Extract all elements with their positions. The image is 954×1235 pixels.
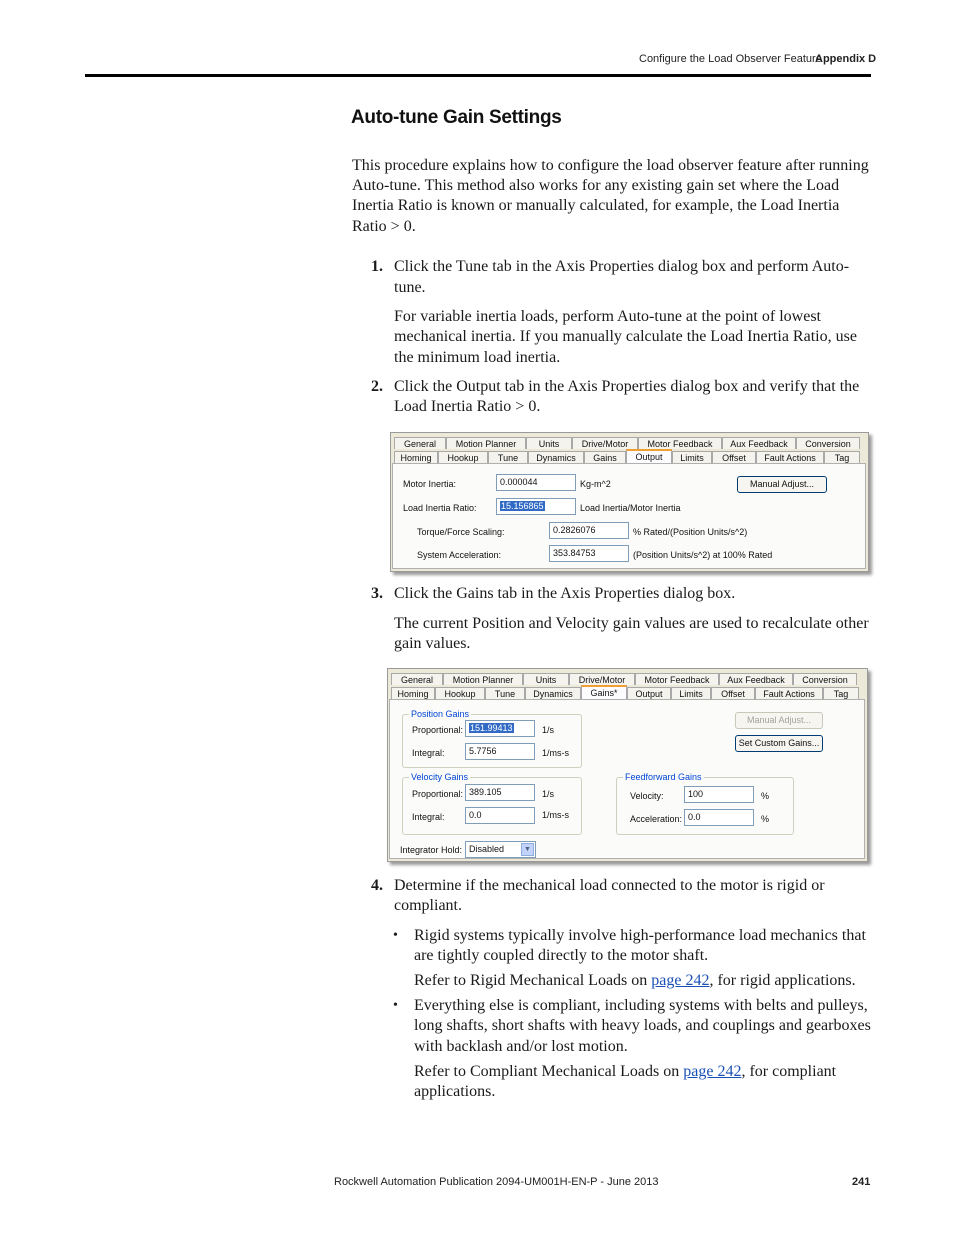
step-1-line-2: tune. — [394, 279, 426, 296]
tab-offset[interactable]: Offset — [711, 687, 755, 699]
system-acceleration-field[interactable]: 353.84753 — [549, 545, 629, 562]
velocity-proportional-field[interactable]: 389.105 — [465, 784, 535, 801]
bullet-2-reference — [414, 1062, 836, 1083]
tab-offset[interactable]: Offset — [712, 451, 756, 463]
tab-motor-feedback[interactable]: Motor Feedback — [635, 673, 719, 685]
position-proportional-label: Proportional: — [412, 725, 464, 735]
tab-tune[interactable]: Tune — [485, 687, 525, 699]
load-inertia-ratio-label: Load Inertia Ratio: — [403, 503, 477, 513]
bullet-icon: • — [393, 998, 398, 1013]
bullet-2-line-3: with backlash and/or lost motion. — [414, 1038, 628, 1055]
output-panel — [392, 463, 866, 569]
bullet-2-reference-line-2: applications. — [414, 1083, 496, 1100]
velocity-integral-field[interactable]: 0.0 — [465, 807, 535, 824]
velocity-proportional-label: Proportional: — [412, 789, 464, 799]
step-3-note-1: The current Position and Velocity gain values are used to recalculate other — [394, 615, 869, 632]
step-1-note-1: For variable inertia loads, perform Auto-tune at the point of lowest — [394, 308, 821, 325]
bullet-icon: • — [393, 928, 398, 943]
system-acceleration-label: System Acceleration: — [417, 550, 502, 560]
tab-gains[interactable]: Gains* — [581, 685, 627, 700]
step-2-line-2: Load Inertia Ratio > 0. — [394, 398, 541, 415]
tab-output[interactable]: Output — [627, 687, 671, 699]
feedforward-acceleration-unit: % — [761, 814, 770, 824]
step-2-number: 2. — [371, 378, 383, 395]
gains-panel — [389, 699, 865, 859]
position-proportional-unit: 1/s — [542, 725, 555, 735]
velocity-proportional-unit: 1/s — [542, 789, 555, 799]
position-proportional-value: 151.99413 — [470, 723, 513, 733]
set-custom-gains-button[interactable]: Set Custom Gains... — [735, 735, 823, 752]
tab-homing[interactable]: Homing — [391, 687, 435, 699]
step-2-line-1: Click the Output tab in the Axis Properties dialog box and verify that the — [394, 378, 860, 395]
integrator-hold-label: Integrator Hold: — [400, 845, 463, 855]
tab-homing[interactable]: Homing — [394, 451, 438, 463]
intro-line-1: This procedure explains how to configure the load observer feature after running — [352, 157, 869, 174]
feedforward-acceleration-field[interactable]: 0.0 — [684, 809, 754, 826]
tab-gains[interactable]: Gains — [584, 451, 626, 463]
bullet-1-ref-suffix: , for rigid applications. — [709, 972, 856, 989]
tab-tag[interactable]: Tag — [823, 687, 859, 699]
page-242-link-compliant[interactable]: page 242 — [683, 1063, 742, 1080]
torque-force-scaling-label: Torque/Force Scaling: — [417, 527, 505, 537]
position-gains-title: Position Gains — [411, 709, 470, 719]
tab-motion-planner[interactable]: Motion Planner — [446, 437, 526, 449]
motor-inertia-label: Motor Inertia: — [403, 479, 457, 489]
intro-line-2: Auto-tune. This method also works for any existing gain set where the Load — [352, 177, 840, 194]
section-title: Auto-tune Gain Settings — [351, 107, 562, 128]
position-proportional-field[interactable] — [465, 720, 535, 737]
velocity-integral-unit: 1/ms-s — [542, 810, 569, 820]
system-acceleration-unit: (Position Units/s^2) at 100% Rated — [633, 550, 773, 560]
position-integral-label: Integral: — [412, 748, 445, 758]
tab-motion-planner[interactable]: Motion Planner — [443, 673, 523, 685]
tab-hookup[interactable]: Hookup — [435, 687, 485, 699]
load-inertia-ratio-value: 15.156865 — [501, 501, 544, 511]
tab-drive-motor[interactable]: Drive/Motor — [572, 437, 638, 449]
tab-dynamics[interactable]: Dynamics — [528, 451, 584, 463]
intro-line-3: Inertia Ratio is known or manually calculated, for example, the Load Inertia — [352, 197, 840, 214]
tab-drive-motor[interactable]: Drive/Motor — [569, 673, 635, 685]
page-number: 241 — [852, 1176, 871, 1188]
header-rule — [85, 74, 871, 77]
tab-aux-feedback[interactable]: Aux Feedback — [722, 437, 796, 449]
bullet-1-line-2: are tightly coupled directly to the motor shaft. — [414, 947, 709, 964]
footer-publication: Rockwell Automation Publication 2094-UM001H-EN-P - June 2013 — [334, 1176, 659, 1188]
tab-units[interactable]: Units — [526, 437, 572, 449]
axis-properties-gains-dialog — [387, 668, 868, 862]
tab-hookup[interactable]: Hookup — [438, 451, 488, 463]
step-1-line-1: Click the Tune tab in the Axis Properties dialog box and perform Auto- — [394, 258, 850, 275]
load-inertia-ratio-unit: Load Inertia/Motor Inertia — [580, 503, 681, 513]
tab-limits[interactable]: Limits — [671, 687, 711, 699]
tab-motor-feedback[interactable]: Motor Feedback — [638, 437, 722, 449]
bullet-1-line-1: Rigid systems typically involve high-performance load mechanics that — [414, 927, 866, 944]
tab-units[interactable]: Units — [523, 673, 569, 685]
step-3-note-2: gain values. — [394, 635, 471, 652]
step-3-line-1: Click the Gains tab in the Axis Properties dialog box. — [394, 585, 736, 602]
running-header-appendix: Appendix D — [815, 53, 877, 65]
feedforward-acceleration-label: Acceleration: — [630, 814, 683, 824]
feedforward-velocity-label: Velocity: — [630, 791, 664, 801]
feedforward-velocity-unit: % — [761, 791, 770, 801]
feedforward-gains-title: Feedforward Gains — [625, 772, 702, 782]
tab-limits[interactable]: Limits — [672, 451, 712, 463]
torque-force-scaling-unit: % Rated/(Position Units/s^2) — [633, 527, 748, 537]
chevron-down-icon[interactable]: ▼ — [521, 843, 534, 856]
tab-conversion[interactable]: Conversion — [796, 437, 860, 449]
integrator-hold-select[interactable] — [465, 841, 536, 858]
tab-general[interactable]: General — [394, 437, 446, 449]
velocity-integral-label: Integral: — [412, 812, 445, 822]
position-integral-field[interactable]: 5.7756 — [465, 743, 535, 760]
bullet-1-reference — [414, 971, 856, 992]
feedforward-velocity-field[interactable]: 100 — [684, 786, 754, 803]
axis-properties-output-dialog — [390, 432, 869, 572]
bullet-2-line-2: long shafts, short shafts with heavy loads, and couplings and gearboxes — [414, 1017, 871, 1034]
tab-output[interactable]: Output — [626, 449, 672, 464]
tab-dynamics[interactable]: Dynamics — [525, 687, 581, 699]
tab-general[interactable]: General — [391, 673, 443, 685]
manual-adjust-button[interactable]: Manual Adjust... — [735, 712, 823, 729]
intro-line-4: Ratio > 0. — [352, 218, 416, 235]
load-inertia-ratio-field[interactable] — [496, 498, 576, 515]
tab-tag[interactable]: Tag — [824, 451, 860, 463]
step-3-number: 3. — [371, 585, 383, 602]
step-4-line-2: compliant. — [394, 897, 462, 914]
step-1-number: 1. — [371, 258, 383, 275]
step-1-note-2: mechanical inertia. If you manually calculate the Load Inertia Ratio, use — [394, 328, 857, 345]
bullet-2-ref-prefix: Refer to Compliant Mechanical Loads on — [414, 1063, 680, 1080]
step-1-note-3: the minimum load inertia. — [394, 349, 561, 366]
position-integral-unit: 1/ms-s — [542, 748, 569, 758]
page-242-link-rigid[interactable]: page 242 — [651, 972, 710, 989]
tab-fault-actions[interactable]: Fault Actions — [755, 687, 823, 699]
bullet-1-ref-prefix: Refer to Rigid Mechanical Loads on — [414, 972, 648, 989]
tab-aux-feedback[interactable]: Aux Feedback — [719, 673, 793, 685]
tab-fault-actions[interactable]: Fault Actions — [756, 451, 824, 463]
motor-inertia-unit: Kg-m^2 — [580, 479, 611, 489]
bullet-2-ref-suffix: , for compliant — [741, 1063, 837, 1080]
running-header-title: Configure the Load Observer Feature — [639, 53, 822, 65]
velocity-gains-title: Velocity Gains — [411, 772, 469, 782]
integrator-hold-value: Disabled — [469, 844, 505, 854]
step-4-number: 4. — [371, 877, 383, 894]
manual-adjust-button[interactable]: Manual Adjust... — [737, 476, 827, 493]
tab-conversion[interactable]: Conversion — [793, 673, 857, 685]
torque-force-scaling-field[interactable]: 0.2826076 — [549, 522, 629, 539]
tab-tune[interactable]: Tune — [488, 451, 528, 463]
bullet-2-line-1: Everything else is compliant, including systems with belts and pulleys, — [414, 997, 868, 1014]
step-4-line-1: Determine if the mechanical load connected to the motor is rigid or — [394, 877, 825, 894]
motor-inertia-field[interactable]: 0.000044 — [496, 474, 576, 491]
